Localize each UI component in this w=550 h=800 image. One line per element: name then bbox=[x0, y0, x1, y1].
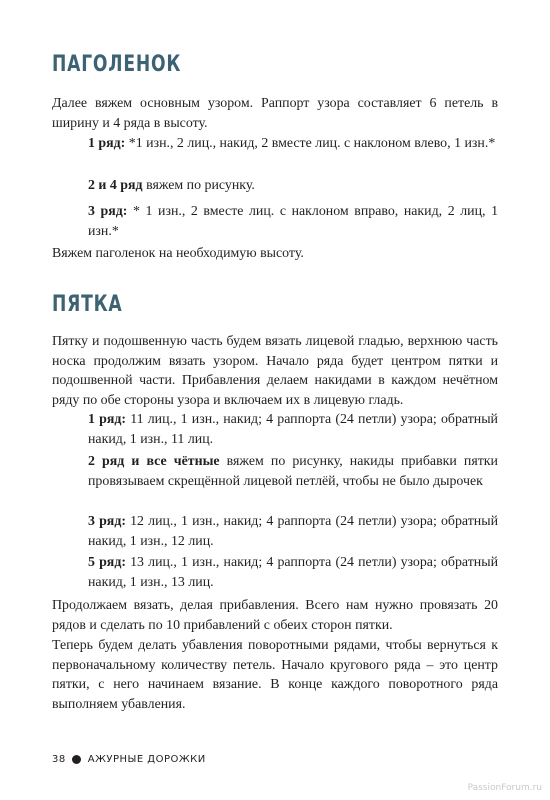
page-number: 38 bbox=[52, 754, 66, 765]
watermark: PassionForum.ru bbox=[467, 783, 542, 793]
row-label: 3 ряд: bbox=[88, 514, 126, 529]
paragraph-decrease: Теперь будем делать убавления поворотными рядами, чтобы вернуться к первоначальному количеству петель. Начало кругового ряда – это центр пятки, с него начинаем вязание. В конце каждого поворотного ряда выполняем убавления. bbox=[52, 638, 498, 712]
paragraph-outro: Вяжем паголенок на необходимую высоту. bbox=[52, 246, 304, 261]
bullet-dot-icon bbox=[72, 755, 81, 764]
row-text: 11 лиц., 1 изн., накид; 4 раппорта (24 петли) узора; обратный накид, 1 изн., 11 лиц. bbox=[88, 412, 498, 447]
row-text: 13 лиц., 1 изн., накид; 4 раппорта (24 петли) узора; обратный накид, 1 изн., 13 лиц. bbox=[88, 555, 499, 590]
row-label: 2 и 4 ряд bbox=[88, 178, 143, 193]
page-footer bbox=[52, 754, 206, 765]
row-text: *1 изн., 2 лиц., накид, 2 вместе лиц. с наклоном влево, 1 изн.* bbox=[125, 136, 496, 151]
row-instruction bbox=[88, 452, 498, 491]
paragraph-intro: Пятку и подошвенную часть будем вязать лицевой гладью, верхнюю часть носка продолжим вязать узором. Начало ряда будет центром пятки и подошвенной части. Прибавления делаем накидами в каждом нечётном ряду по обе стороны узора и включаем их в лицевую гладь. bbox=[52, 334, 498, 408]
row-label: 1 ряд: bbox=[88, 136, 126, 151]
row-instruction bbox=[88, 410, 498, 449]
row-label: 1 ряд: bbox=[88, 412, 127, 427]
section-heading-pyatka: ПЯТКА bbox=[52, 292, 123, 317]
row-text: 12 лиц., 1 изн., накид; 4 раппорта (24 петли) узора; обратный накид, 1 изн., 12 лиц. bbox=[88, 514, 499, 549]
row-text: вяжем по рисунку. bbox=[142, 178, 255, 193]
paragraph-intro: Далее вяжем основным узором. Раппорт узора составляет 6 петель в ширину и 4 ряда в высоту. bbox=[52, 96, 498, 131]
row-text: вяжем по рисунку, накиды прибавки пятки провязываем скрещённой лицевой петлёй, чтобы не было дырочек bbox=[88, 454, 498, 489]
row-text: * 1 изн., 2 вместе лиц. с наклоном вправо, накид, 2 лиц, 1 изн.* bbox=[88, 204, 499, 239]
row-instruction bbox=[88, 134, 498, 154]
row-label: 5 ряд: bbox=[88, 555, 126, 570]
footer-title: АЖУРНЫЕ ДОРОЖКИ bbox=[87, 754, 206, 765]
row-instruction bbox=[88, 202, 498, 241]
row-instruction bbox=[88, 553, 498, 592]
row-instruction bbox=[88, 176, 498, 196]
row-instruction bbox=[88, 512, 498, 551]
section-heading-pagolenok: ПАГОЛЕНОК bbox=[52, 52, 182, 77]
row-label: 2 ряд и все чётные bbox=[88, 454, 220, 469]
paragraph-continue: Продолжаем вязать, делая прибавления. Всего нам нужно провязать 20 рядов и сделать по 10 прибавлений с обеих сторон пятки. bbox=[52, 598, 498, 633]
row-label: 3 ряд: bbox=[88, 204, 128, 219]
